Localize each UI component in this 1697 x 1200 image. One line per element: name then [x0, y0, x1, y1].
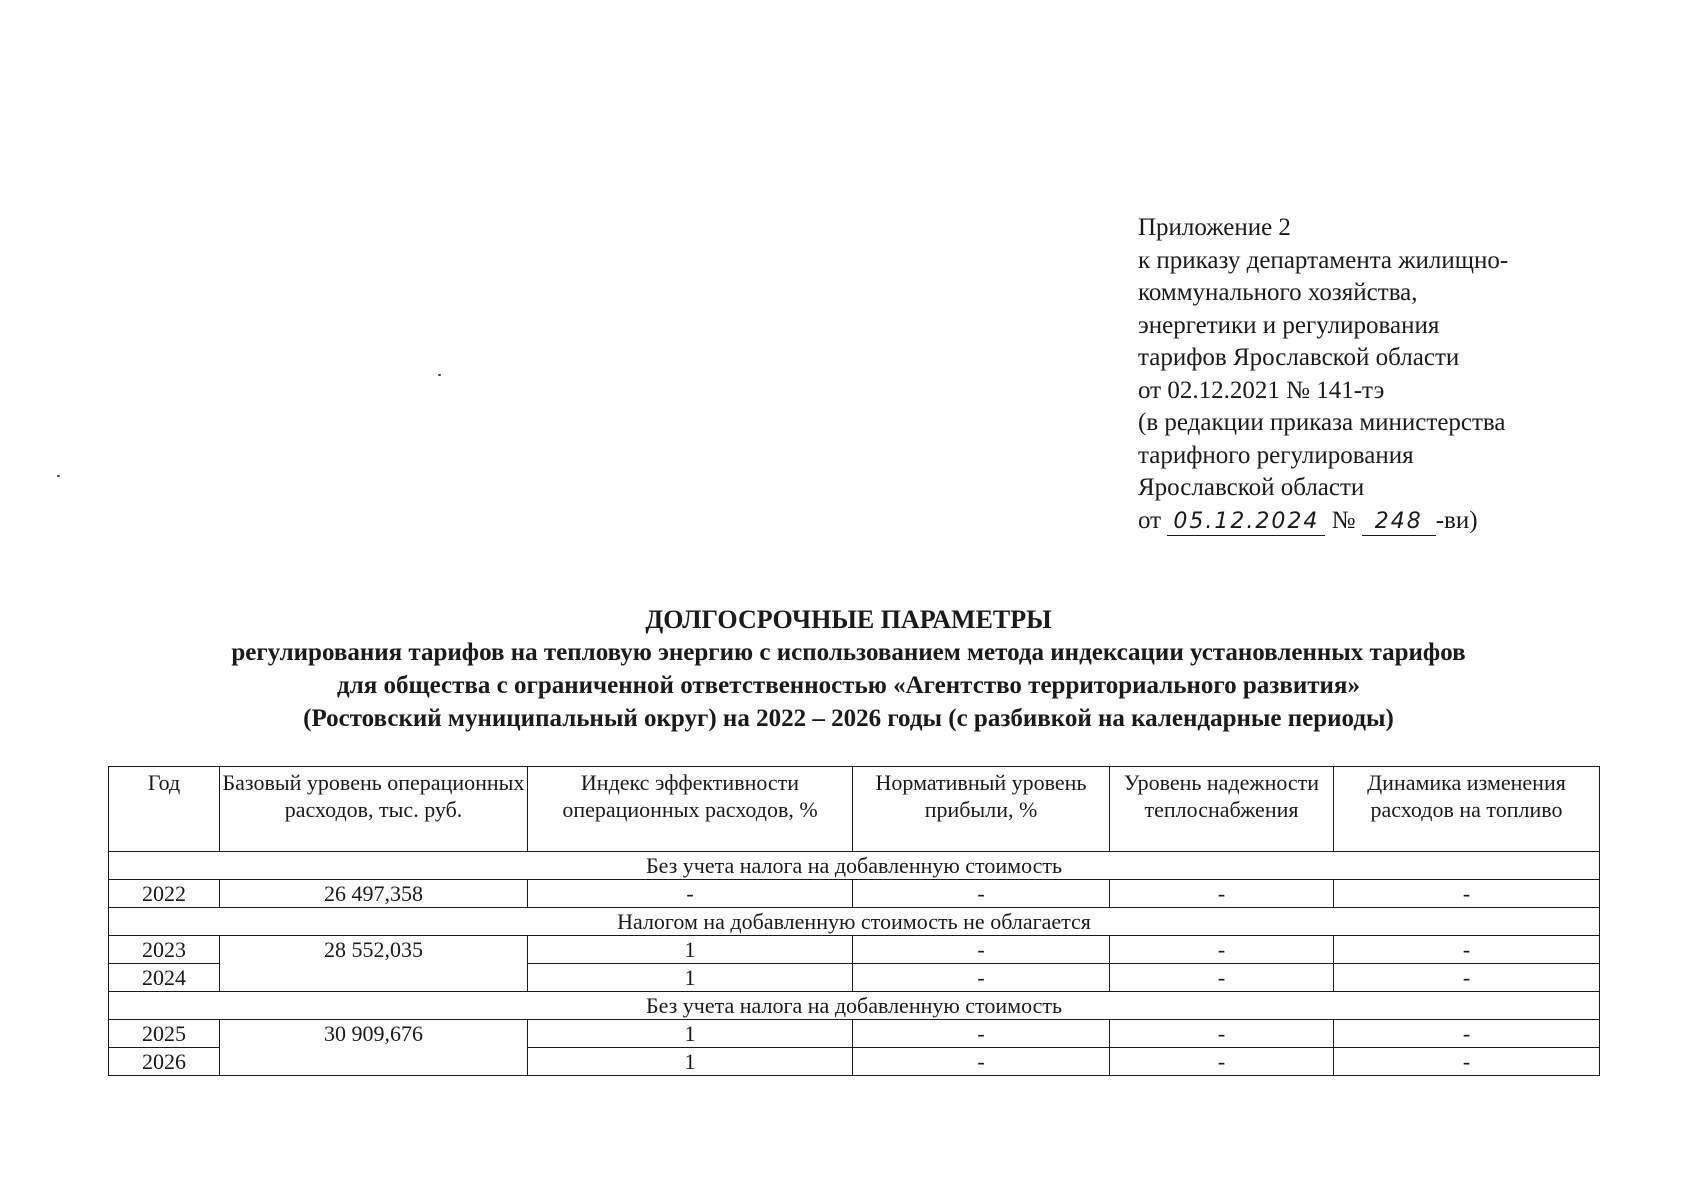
table-header-row	[109, 767, 1600, 852]
cell-profit: -	[853, 1020, 1110, 1048]
cell-index: 1	[528, 964, 853, 992]
scan-speck	[438, 374, 441, 376]
section-row	[109, 852, 1600, 880]
header-fuel-dynamics: Динамика изменения расходов на топливо	[1334, 767, 1600, 852]
appendix-line: от 02.12.2021 № 141-тэ	[1138, 376, 1385, 404]
cell-reliability: -	[1110, 1020, 1334, 1048]
cell-reliability: -	[1110, 1048, 1334, 1076]
cell-profit: -	[853, 1048, 1110, 1076]
cell-index: -	[528, 880, 853, 908]
cell-year: 2023	[109, 936, 220, 964]
appendix-line: Приложение 2	[1138, 214, 1291, 241]
handwritten-date: 05.12.2024	[1167, 509, 1325, 536]
appendix-line: коммунального хозяйства,	[1138, 279, 1418, 306]
appendix-line: (в редакции приказа министерства	[1138, 409, 1506, 436]
cell-year: 2024	[109, 964, 220, 992]
amendment-prefix: от	[1138, 506, 1162, 534]
appendix-amendment-line	[1138, 505, 1508, 538]
cell-fuel: -	[1334, 1020, 1600, 1048]
cell-reliability: -	[1110, 880, 1334, 908]
appendix-line: Ярославской области	[1138, 474, 1365, 501]
cell-base-opex: 30 909,676	[220, 1020, 528, 1076]
cell-fuel: -	[1334, 964, 1600, 992]
appendix-reference	[1138, 212, 1508, 537]
appendix-line: энергетики и регулирования	[1138, 311, 1440, 339]
cell-base-opex: 26 497,358	[220, 880, 528, 908]
cell-profit: -	[853, 880, 1110, 908]
cell-index: 1	[528, 1048, 853, 1076]
table-row	[109, 880, 1600, 908]
appendix-line: к приказу департамента жилищно-	[1138, 246, 1509, 274]
table-row	[109, 1020, 1600, 1048]
header-efficiency-index: Индекс эффективности операционных расходов, %	[528, 767, 853, 852]
title-line: регулирования тарифов на тепловую энергию с использованием метода индексации установленных тарифов	[231, 639, 1466, 666]
cell-profit: -	[853, 936, 1110, 964]
cell-fuel: -	[1334, 936, 1600, 964]
parameters-table	[108, 766, 1600, 1076]
cell-year: 2026	[109, 1048, 220, 1076]
cell-profit: -	[853, 964, 1110, 992]
header-base-opex: Базовый уровень операционных расходов, тыс. руб.	[220, 767, 528, 852]
cell-fuel: -	[1334, 880, 1600, 908]
amendment-suffix: -ви)	[1435, 506, 1478, 534]
cell-fuel: -	[1334, 1048, 1600, 1076]
cell-year: 2022	[109, 880, 220, 908]
cell-year: 2025	[109, 1020, 220, 1048]
document-title	[0, 603, 1697, 735]
section-label: Налогом на добавленную стоимость не облагается	[109, 908, 1600, 936]
header-year: Год	[109, 767, 220, 852]
title-heading: ДОЛГОСРОЧНЫЕ ПАРАМЕТРЫ	[645, 605, 1052, 634]
scan-speck	[57, 475, 60, 477]
cell-base-opex: 28 552,035	[220, 936, 528, 992]
section-row	[109, 908, 1600, 936]
header-profit-level: Нормативный уровень прибыли, %	[853, 767, 1110, 852]
title-line: (Ростовский муниципальный округ) на 2022 – 2026 годы (с разбивкой на календарные периоды)	[303, 705, 1394, 732]
appendix-line: тарифов Ярославской области	[1138, 344, 1460, 371]
title-line: для общества с ограниченной ответственностью «Агентство территориального развития»	[337, 672, 1360, 699]
cell-reliability: -	[1110, 936, 1334, 964]
appendix-line: тарифного регулирования	[1138, 441, 1414, 469]
handwritten-number: 248	[1362, 509, 1436, 536]
number-sign: №	[1331, 506, 1356, 534]
section-row	[109, 992, 1600, 1020]
cell-index: 1	[528, 936, 853, 964]
header-reliability: Уровень надежности теплоснабжения	[1110, 767, 1334, 852]
cell-index: 1	[528, 1020, 853, 1048]
cell-reliability: -	[1110, 964, 1334, 992]
table-row	[109, 936, 1600, 964]
section-label: Без учета налога на добавленную стоимость	[109, 992, 1600, 1020]
section-label: Без учета налога на добавленную стоимость	[109, 852, 1600, 880]
